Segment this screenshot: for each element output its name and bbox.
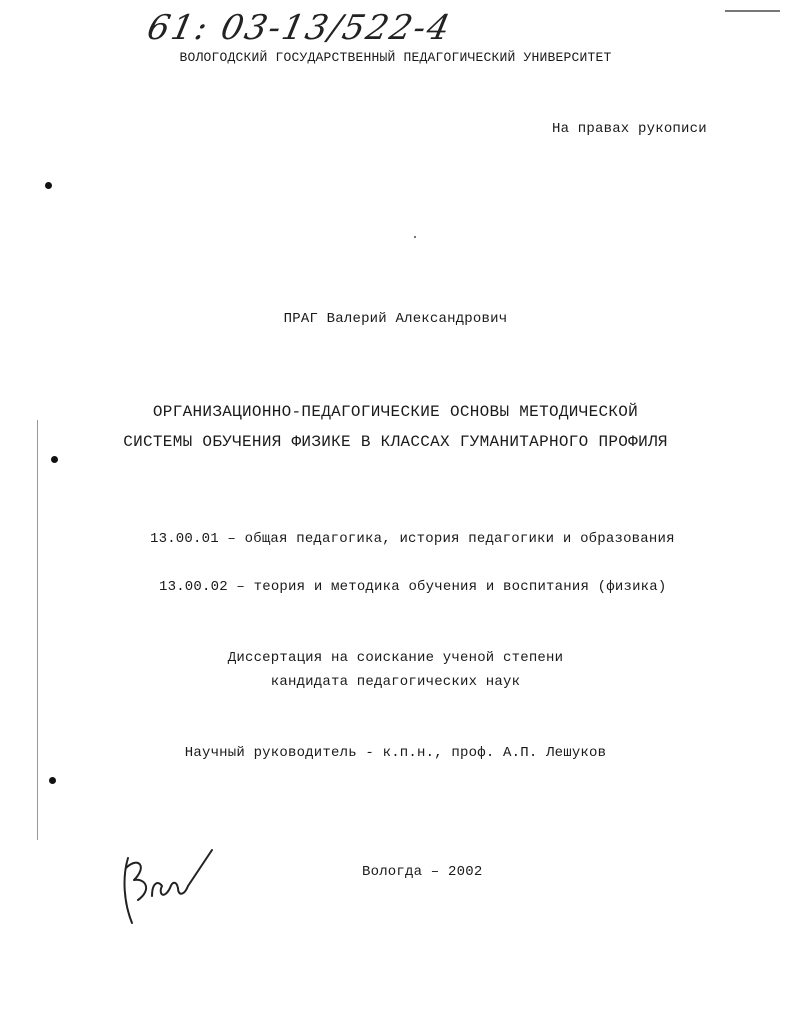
place-and-year: Вологда – 2002 [362,864,483,880]
specialty-code-2: 13.00.02 – теория и методика обучения и воспитания (физика) [159,579,667,595]
dissertation-title-line-2: СИСТЕМЫ ОБУЧЕНИЯ ФИЗИКЕ В КЛАССАХ ГУМАНИТАРНОГО ПРОФИЛЯ [123,433,668,451]
author-name: ПРАГ Валерий Александрович [283,311,508,327]
scan-mark [725,10,780,12]
binding-hole-mark [51,456,58,463]
author-signature [118,838,218,933]
handwritten-catalog-number: 61: 03-13/522-4 [143,8,456,48]
specialty-code-1: 13.00.01 – общая педагогика, история педагогики и образования [150,531,675,547]
rights-note: На правах рукописи [552,121,707,137]
degree-line-2: кандидата педагогических наук [270,674,521,690]
scan-speck [414,236,416,238]
scan-edge-line [37,420,38,840]
scientific-supervisor: Научный руководитель - к.п.н., проф. А.П. Лешуков [184,745,607,761]
dissertation-title-line-1: ОРГАНИЗАЦИОННО-ПЕДАГОГИЧЕСКИЕ ОСНОВЫ МЕТОДИЧЕСКОЙ [152,403,639,421]
binding-hole-mark [49,777,56,784]
binding-hole-mark [45,182,52,189]
university-name: ВОЛОГОДСКИЙ ГОСУДАРСТВЕННЫЙ ПЕДАГОГИЧЕСКИЙ УНИВЕРСИТЕТ [179,50,612,65]
degree-line-1: Диссертация на соискание ученой степени [227,650,564,666]
